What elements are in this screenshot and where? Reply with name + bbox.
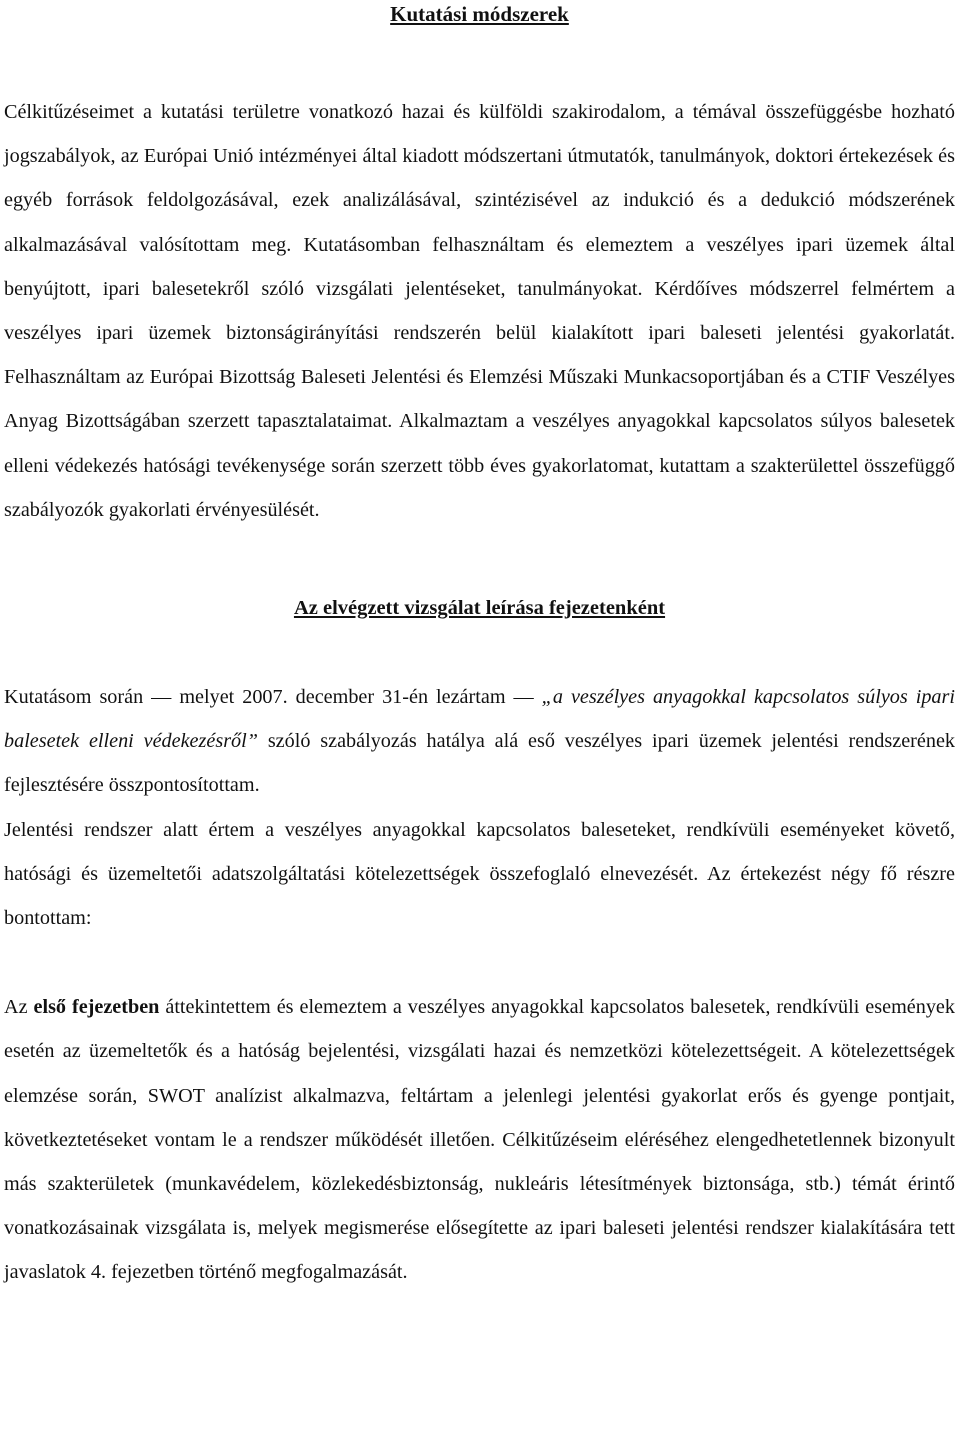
research-scope-paragraph — [4, 675, 955, 808]
first-chapter-tail-text: áttekintettem és elemeztem a veszélyes anyagokkal kapcsolatos balesetek, rendkívüli események esetén az üzemeltetők és a hatóság bejelentési, vizsgálati hazai és nemzetközi kötelezettségeit. A kötelezettségek elemzése során, SWOT analízist alkalmazva, feltártam a jelenlegi jelentési gyakorlat erős és gyenge pontjait, következtetéseket vontam le a rendszer működését illetően. Célkitűzéseim eléréséhez elengedhetetlennek bizonyult más szakterületek (munkavédelem, közlekedésbiztonság, nukleáris létesítmények biztonsága, stb.) témát érintő vonatkozásainak vizsgálata is, melyek megismerése elősegítette az ipari baleseti jelentési rendszer kialakítására tett javaslatok 4. fejezetben történő megfogalmazását. — [4, 996, 955, 1284]
document-page — [4, 0, 955, 1295]
chapter-description-title: Az elvégzett vizsgálat leírása fejezetenként — [293, 597, 666, 620]
regulation-title-italic: „a veszélyes anyagokkal kapcsolatos súlyos ipari balesetek elleni védekezésről” — [4, 686, 955, 753]
research-methods-paragraph: Célkitűzéseimet a kutatási területre vonatkozó hazai és külföldi szakirodalom, a témával összefüggésbe hozható jogszabályok, az Európai Unió intézményei által kiadott módszertani útmutatók, tanulmányok, doktori értekezések és egyéb források feldolgozásával, ezek analizálásával, szintézisével az indukció és a dedukció módszerének alkalmazásával valósítottam meg. Kutatásomban felhasználtam és elemeztem a veszélyes ipari üzemek által benyújtott, ipari balesetekről szóló vizsgálati jelentéseket, tanulmányokat. Kérdőíves módszerrel felmértem a veszélyes ipari üzemek biztonságirányítási rendszerén belül kialakított ipari baleseti jelentési gyakorlatát. Felhasználtam az Európai Bizottság Baleseti Jelentési és Elemzési Műszaki Munkacsoportjában és a CTIF Veszélyes Anyag Bizottságában szerzett tapasztalataimat. Alkalmaztam a veszélyes anyagokkal kapcsolatos súlyos balesetek elleni védekezés hatósági tevékenysége során szerzett több éves gyakorlatomat, kutattam a szakterülettel összefüggő szabályozók gyakorlati érvényesülését. — [4, 101, 955, 521]
scope-tail-text: szóló szabályozás hatálya alá eső veszélyes ipari üzemek jelentési rendszerének fejlesztésére összpontosítottam. — [4, 730, 955, 797]
scope-lead-text: Kutatásom során — melyet 2007. december 31-én lezártam — — [4, 686, 542, 709]
section-title: Kutatási módszerek — [390, 2, 569, 26]
reporting-system-definition-paragraph: Jelentési rendszer alatt értem a veszélyes anyagokkal kapcsolatos baleseteket, rendkívüli eseményeket követő, hatósági és üzemeltetői adatszolgáltatási kötelezettségek összefoglaló elnevezését. Az értekezést négy fő részre bontottam: — [4, 818, 955, 930]
first-chapter-bold: első fejezetben — [33, 996, 160, 1019]
first-chapter-paragraph — [4, 985, 955, 1294]
first-chapter-lead-text: Az — [4, 996, 34, 1019]
